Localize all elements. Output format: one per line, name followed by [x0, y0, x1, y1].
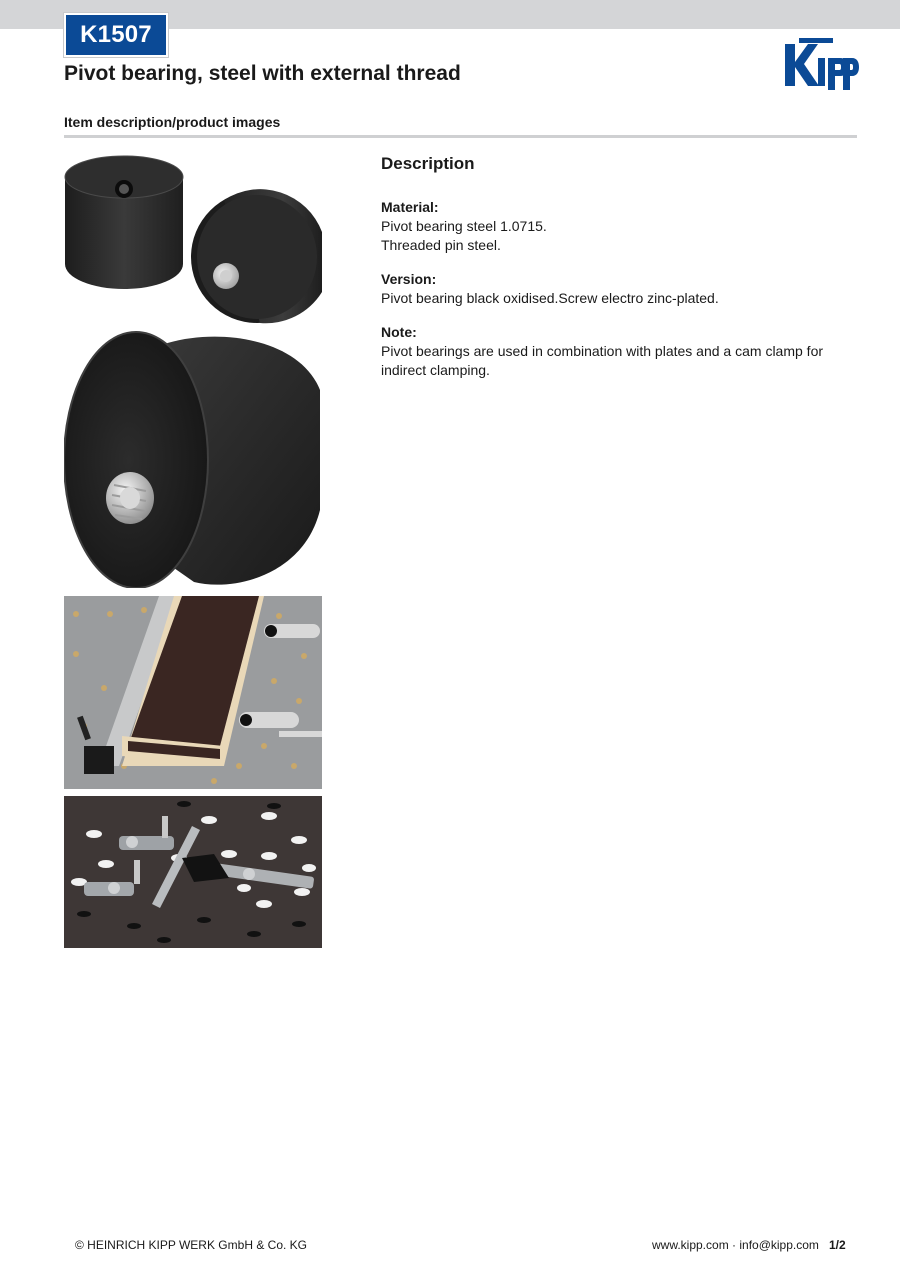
section-label: Item description/product images [64, 114, 281, 130]
kipp-logo-k [785, 44, 819, 86]
note-block [381, 323, 851, 380]
description-heading: Description [381, 154, 475, 173]
version-label: Version: [381, 271, 437, 287]
version-text: Pivot bearing black oxidised.Screw electro zinc-plated. [381, 290, 719, 306]
application-image-plate [64, 796, 322, 948]
note-text: Pivot bearings are used in combination with plates and a cam clamp for indirect clamping. [381, 343, 824, 378]
material-text-line2: Threaded pin steel. [381, 237, 501, 253]
kipp-logo-i [818, 58, 825, 86]
material-text-line1: Pivot bearing steel 1.0715. [381, 218, 547, 234]
product-image-pair [64, 152, 322, 324]
footer-copyright: © HEINRICH KIPP WERK GmbH & Co. KG [75, 1238, 307, 1252]
material-label: Material: [381, 199, 439, 215]
page-number: 1/2 [829, 1238, 846, 1252]
note-label: Note: [381, 324, 417, 340]
page-title: Pivot bearing, steel with external thread [64, 62, 461, 85]
version-block [381, 270, 851, 308]
footer-contact: www.kipp.com · info@kipp.com [652, 1238, 819, 1252]
description-panel [381, 152, 851, 395]
kipp-logo-top-bar [799, 38, 833, 43]
kipp-logo-p2 [843, 58, 859, 90]
kipp-logo [783, 38, 859, 92]
application-image-profile [64, 596, 322, 789]
item-number-badge: K1507 [64, 13, 168, 57]
material-block [381, 198, 851, 255]
section-divider [64, 135, 857, 138]
product-image-closeup [64, 330, 322, 588]
